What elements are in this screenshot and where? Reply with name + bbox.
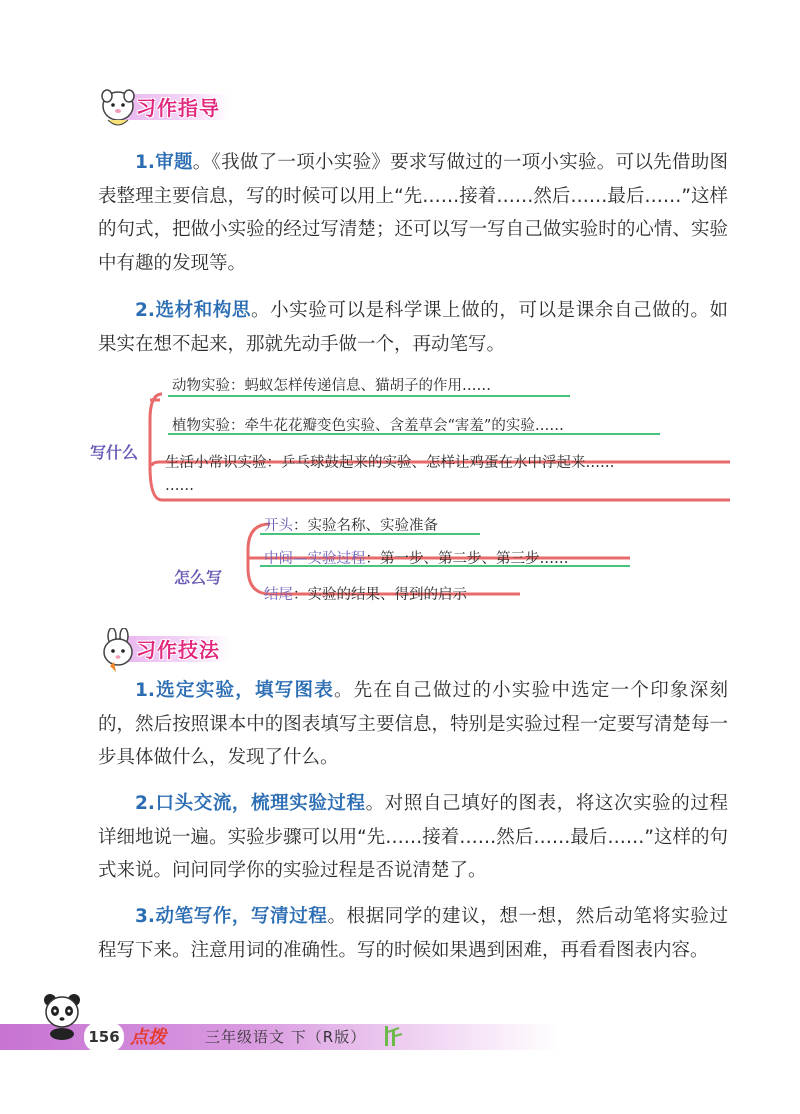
item-number: 2. bbox=[135, 300, 155, 321]
rabbit-mascot-icon bbox=[98, 628, 138, 672]
section-header-guide bbox=[98, 86, 258, 130]
item-text: 。《我做了一项小实验》要求写做过的一项小实验。可以先借助图表整理主要信息，写的时候可以用上“先……接着……然后……最后……”这样的句式，把做小实验的经过写清楚；还可以写一写自己做实验时的心情、实验中有趣的发现等。 bbox=[98, 152, 728, 274]
branch-text: ：第一步、第二步、第三步…… bbox=[365, 551, 569, 567]
mindmap-branch-life: 生活小常识实验：乒乓球鼓起来的实验、怎样让鸡蛋在水中浮起来…… bbox=[165, 455, 615, 471]
guide-paragraph-1 bbox=[98, 146, 728, 280]
mindmap-root-what: 写什么 bbox=[90, 443, 139, 462]
technique-paragraph-1 bbox=[98, 674, 728, 775]
item-number: 1. bbox=[135, 680, 155, 701]
item-keyword: 审题 bbox=[154, 152, 193, 173]
mascot-icon bbox=[98, 86, 138, 130]
mindmap-branch-middle bbox=[264, 547, 569, 568]
item-text: 。小实验可以是科学课上做的，可以是课余自己做的。如果实在想不起来，那就先动手做一个，再动笔写。 bbox=[98, 300, 728, 355]
technique-paragraph-3 bbox=[98, 900, 728, 967]
branch-text: ：实验名称、实验准备 bbox=[293, 518, 438, 534]
section-header-technique bbox=[98, 628, 258, 672]
item-number: 3. bbox=[135, 906, 155, 927]
item-number: 2. bbox=[135, 793, 155, 814]
mindmap-root-how: 怎么写 bbox=[174, 568, 223, 587]
item-text: 。对照自己填好的图表，将这次实验的过程详细地说一遍。实验步骤可以用“先……接着……然后……最后……”这样的句式来说。问问同学你的实验过程是否说清楚了。 bbox=[98, 793, 728, 881]
item-text: 。先在自己做过的小实验中选定一个印象深刻的，然后按照课本中的图表填写主要信息，特别是实验过程一定要写清楚每一步具体做什么，发现了什么。 bbox=[98, 680, 728, 768]
mindmap-branch-plant: 植物实验：牵牛花花瓣变色实验、含羞草会“害羞”的实验…… bbox=[172, 418, 564, 434]
guide-paragraph-2 bbox=[98, 294, 728, 361]
branch-label: 中间—实验过程 bbox=[264, 551, 366, 567]
branch-text: ：实验的结果、得到的启示 bbox=[293, 587, 467, 603]
page-number: 156 bbox=[84, 1022, 124, 1052]
book-title: 三年级语文 下（R版） bbox=[205, 1028, 367, 1046]
branch-label: 开头 bbox=[264, 518, 293, 534]
brand-logo: 点拨 bbox=[130, 1027, 166, 1048]
item-keyword: 选定实验，填写图表 bbox=[154, 680, 335, 701]
section-title: 习作指导 bbox=[136, 96, 220, 120]
item-keyword: 动笔写作，写清过程 bbox=[154, 906, 328, 927]
section-title: 习作技法 bbox=[136, 638, 220, 662]
item-keyword: 口头交流，梳理实验过程 bbox=[154, 793, 366, 814]
mindmap-branch-ending bbox=[264, 583, 467, 604]
mindmap-branch-animal: 动物实验：蚂蚁怎样传递信息、猫胡子的作用…… bbox=[172, 378, 491, 394]
mindmap-continuation: …… bbox=[165, 478, 194, 494]
mindmap-branch-opening bbox=[264, 514, 438, 535]
panda-mascot-icon bbox=[40, 990, 84, 1040]
technique-paragraph-2 bbox=[98, 787, 728, 888]
bamboo-icon bbox=[381, 1024, 403, 1048]
item-keyword: 选材和构思 bbox=[154, 300, 252, 321]
branch-label: 结尾 bbox=[264, 587, 293, 603]
item-number: 1. bbox=[135, 152, 155, 173]
item-text: 。根据同学的建议，想一想，然后动笔将实验过程写下来。注意用词的准确性。写的时候如果遇到困难，再看看图表内容。 bbox=[98, 906, 728, 961]
